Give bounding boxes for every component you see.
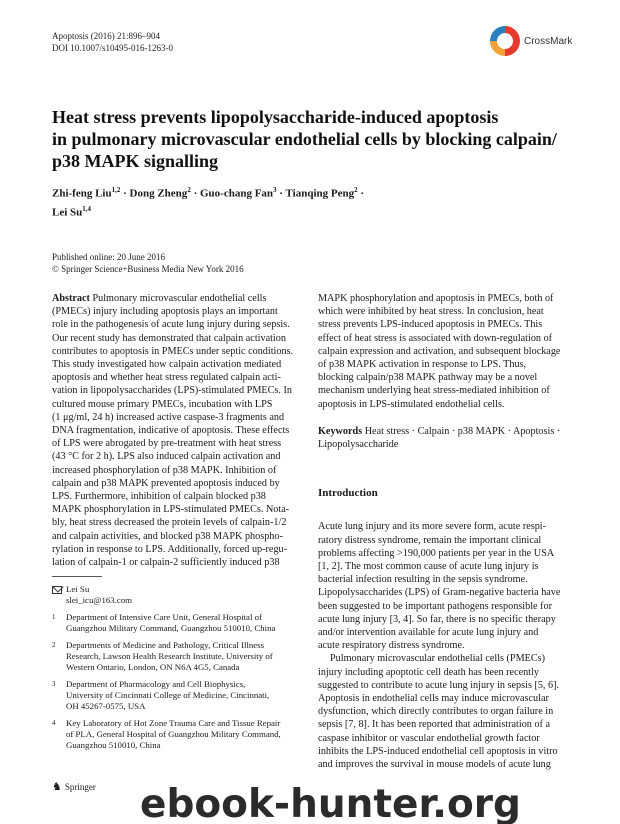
abstract — [52, 292, 302, 569]
abstract-line: (PMECs) injury including apoptosis plays an important — [52, 306, 278, 318]
left-column — [52, 292, 302, 569]
abstract-line: MAPK phosphorylation and apoptosis in PMECs, both of — [318, 293, 554, 304]
abstract-line: MAPK phosphorylation in LPS-stimulated PMECs. Nota- — [52, 504, 290, 516]
abstract-line: increased phosphorylation of p38 MAPK. Inhibition of — [52, 464, 277, 476]
abstract-line: stress prevents LPS-induced apoptosis in PMECs. This — [318, 319, 543, 331]
affiliation-line: Guangzhou 510010, China — [66, 740, 161, 750]
intro-line: dysfunction, which directly contributes to organ failure in — [318, 706, 554, 718]
affiliation-number: 1 — [52, 613, 56, 621]
abstract-line: which were inhibited by heat stress. In conclusion, heat — [318, 306, 544, 318]
abstract-line: rylation in response to LPS. Additionally, forced up-regu- — [52, 543, 288, 555]
intro-line: Apoptosis in endothelial cells may induce microvascular — [318, 693, 549, 705]
affiliation-number: 2 — [52, 641, 56, 649]
intro-line: ratory distress syndrome, remain the important clinical — [318, 534, 542, 546]
intro-line: been suggested to be important pathogens responsible for — [318, 600, 552, 612]
abstract-line: contributes to apoptosis in PMECs under septic conditions. — [52, 345, 294, 357]
intro-line: sepsis [7, 8]. It has been reported that administration of a — [318, 719, 550, 731]
copyright-notice: © Springer Science+Business Media New York 2016 — [52, 264, 244, 274]
affiliation-line: Western Ontario, London, ON N6A 4G5, Canada — [66, 662, 240, 672]
title-line: Heat stress prevents lipopolysaccharide-induced apoptosis — [52, 107, 499, 127]
crossmark-label: CrossMark — [524, 35, 573, 47]
abstract-line: DNA fragmentation, indicative of apoptosis. These effects — [52, 425, 290, 437]
affiliation-line: Research, Lawson Health Research Institute, University of — [66, 651, 273, 661]
affiliation-line: OH 45267-0575, USA — [66, 701, 146, 711]
intro-line: and improves the survival in mouse models of acute lung — [318, 759, 551, 771]
affiliation-1 — [52, 612, 304, 634]
abstract-line: cultured mouse primary PMECs, incubation with LPS — [52, 398, 273, 410]
intro-paragraph-1 — [318, 520, 568, 652]
abstract-line: Our recent study has demonstrated that calpain activation — [52, 332, 286, 344]
author-name[interactable]: Zhi-feng Liu — [52, 187, 112, 200]
intro-line: Acute lung injury and its more severe form, acute respi- — [318, 521, 547, 533]
author-affiliation: 3 — [273, 186, 277, 194]
crossmark-icon — [490, 26, 520, 56]
published-date: Published online: 20 June 2016 — [52, 252, 165, 262]
right-column — [318, 292, 568, 771]
intro-line: Pulmonary microvascular endothelial cells (PMECs) — [330, 653, 546, 665]
abstract-line: vation in lipopolysaccharides (LPS)-stimulated PMECs. In — [52, 385, 292, 397]
affiliation-line: Key Laboratory of Hot Zone Trauma Care and Tissue Repair — [66, 718, 281, 728]
affiliation-line: of PLA, General Hospital of Guangzhou Military Command, — [66, 729, 281, 739]
abstract-line: lation of calpain-1 or calpain-2 sufficiently induced p38 — [52, 557, 280, 569]
abstract-line: calpain and p38 MAPK prevented apoptosis induced by — [52, 477, 280, 489]
intro-line: suggested to contribute to acute lung injury in sepsis [5, 6]. — [318, 679, 560, 691]
intro-line: acute lung injury [3, 4]. So far, there is no specific therapy — [318, 613, 556, 625]
abstract-line: This study investigated how calpain activation mediated — [52, 359, 282, 371]
author-list: Zhi-feng Liu$^{1,2}$ · Dong Zheng$^2$ · Guo-chang Fan$^3$ · Tianqing Peng$^2$ · Lei Su$^{1,4}$ — [52, 186, 365, 219]
correspondence-name: Lei Su — [66, 584, 90, 594]
intro-line: and/or intervention available for acute lung injury and — [318, 627, 539, 639]
author-name[interactable]: Tianqing Peng — [285, 187, 355, 200]
keywords-label: Keywords — [318, 425, 363, 437]
publisher-logo — [52, 780, 96, 793]
author-affiliation: 1,4 — [82, 204, 92, 213]
abstract-line: apoptosis in LPS-stimulated endothelial cells. — [318, 398, 505, 410]
abstract-line: role in the pathogenesis of acute lung injury during sepsis. — [52, 319, 290, 331]
author-affiliation: 1,2 — [111, 186, 121, 194]
author-affiliation: 2 — [354, 186, 358, 194]
author-affiliation: 2 — [187, 186, 191, 194]
intro-line: injury including apoptotic cell death has been recently — [318, 666, 539, 678]
journal-citation: Apoptosis (2016) 21:896–904 — [52, 31, 160, 41]
keywords-line: Heat stress · Calpain · p38 MAPK · Apoptosis · — [362, 425, 561, 437]
title-line: p38 MAPK signalling — [52, 151, 219, 171]
affiliation-line: Department of Intensive Care Unit, General Hospital of — [66, 612, 262, 622]
doi[interactable]: DOI 10.1007/s10495-016-1263-0 — [52, 43, 173, 53]
author-name[interactable]: Guo-chang Fan — [199, 187, 274, 200]
intro-line: caspase inhibitor or vascular endothelial growth factor — [318, 732, 540, 744]
affiliation-number: 3 — [52, 680, 56, 688]
intro-line: Lipopolysaccharides (LPS) of Gram-negative bacteria have — [318, 587, 561, 599]
affiliation-line: University of Cincinnati College of Medicine, Cincinnati, — [66, 690, 270, 700]
introduction-heading: Introduction — [318, 487, 378, 500]
abstract-line: LPS. Furthermore, inhibition of calpain blocked p38 — [52, 491, 266, 503]
footnote-divider — [52, 576, 102, 577]
abstract-line: (43 °C for 2 h). LPS also induced calpain activation and — [52, 451, 281, 463]
intro-line: bacterial infection resulting in the sepsis syndrome. — [318, 574, 528, 586]
keywords — [318, 425, 568, 451]
author-name[interactable]: Lei Su — [52, 206, 83, 219]
abstract-line: of LPS were abrogated by pre-treatment with heat stress — [52, 438, 282, 450]
publisher-name: Springer — [64, 781, 96, 792]
affiliation-4 — [52, 718, 304, 751]
keywords-line: Lipopolysaccharide — [318, 439, 399, 451]
article-title — [52, 106, 582, 172]
correspondence-email[interactable]: slei_icu@163.com — [66, 595, 133, 605]
publication-info — [52, 251, 244, 275]
footnotes — [52, 584, 304, 757]
abstract-line: calpain expression and activation, and subsequent blockage — [318, 345, 561, 357]
intro-line: problems affecting >190,000 patients per year in the USA — [318, 547, 555, 559]
abstract-label: Abstract — [52, 293, 90, 304]
abstract-line: of p38 MAPK activation in response to LPS. Thus, — [318, 359, 527, 371]
abstract-continued — [318, 292, 568, 411]
correspondence — [52, 584, 304, 606]
affiliation-number: 4 — [52, 719, 56, 727]
watermark: ebook-hunter.org — [140, 782, 521, 824]
title-line: in pulmonary microvascular endothelial cells by blocking calpain/ — [52, 129, 557, 149]
abstract-line: Pulmonary microvascular endothelial cells — [89, 293, 267, 304]
abstract-line: mechanism underlying heat stress-mediated inhibition of — [318, 385, 550, 397]
affiliation-3 — [52, 679, 304, 712]
author-name[interactable]: Dong Zheng — [129, 187, 188, 200]
abstract-line: and calpain activities, and blocked p38 MAPK phospho- — [52, 530, 283, 542]
crossmark-badge[interactable] — [490, 26, 572, 56]
intro-line: [1, 2]. The most common cause of acute lung injury is — [318, 561, 539, 573]
intro-paragraph-2 — [318, 652, 568, 771]
affiliation-line: Guangzhou Military Command, Guangzhou 510010, China — [66, 623, 276, 633]
affiliation-line: Departments of Medicine and Pathology, Critical Illness — [66, 640, 265, 650]
springer-horse-icon: ♞ — [52, 781, 62, 793]
affiliation-2 — [52, 640, 304, 673]
intro-line: acute respiratory distress syndrome. — [318, 640, 465, 652]
journal-header — [52, 30, 173, 54]
abstract-line: apoptosis and whether heat stress regulated calpain acti- — [52, 372, 281, 384]
abstract-line: blocking calpain/p38 MAPK pathway may be a novel — [318, 372, 538, 384]
abstract-line: effect of heat stress is associated with down-regulation of — [318, 332, 553, 344]
abstract-line: bly, heat stress decreased the protein levels of calpain-1/2 — [52, 517, 287, 529]
abstract-line: (1 μg/ml, 24 h) increased active caspase-3 fragments and — [52, 411, 285, 423]
intro-line: inhibits the LPS-induced endothelial cell apoptosis in vitro — [318, 745, 558, 757]
affiliation-line: Department of Pharmacology and Cell Biophysics, — [66, 679, 246, 689]
mail-icon — [52, 586, 62, 594]
